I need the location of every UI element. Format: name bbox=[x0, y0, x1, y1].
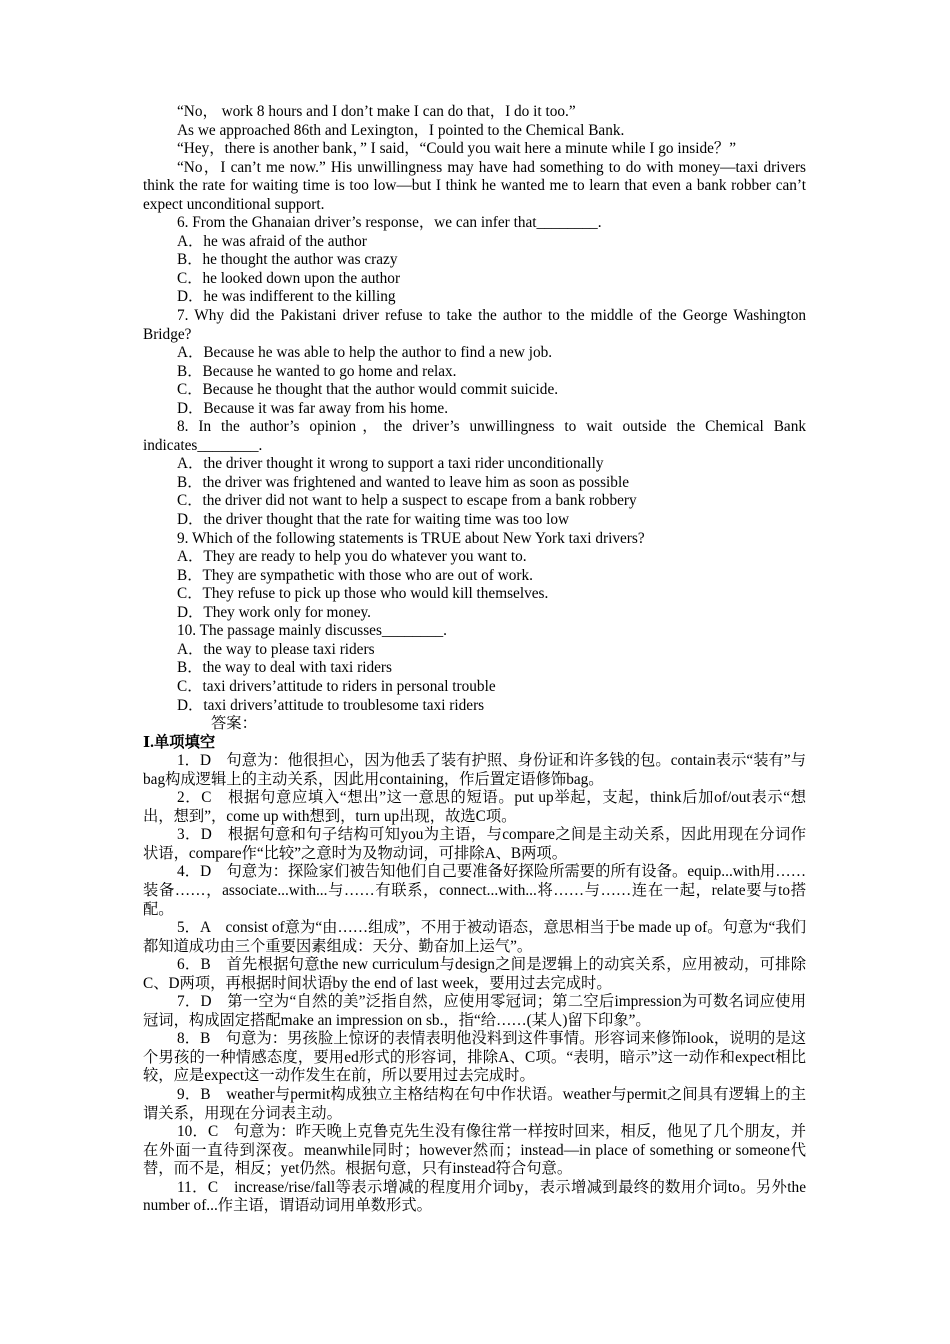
question-option: D．the driver thought that the rate for waiting time was too low bbox=[177, 511, 570, 529]
question-option: C．Because he thought that the author would commit suicide. bbox=[177, 381, 559, 399]
answer-item: 5．A consist of意为“由……组成”，不用于被动语态，意思相当于be made up of。句意为“我们都知道成功由三个重要因素组成：天分、勤奋加上运气”。 bbox=[143, 919, 806, 955]
question-7 bbox=[143, 307, 806, 418]
question-option: C．the driver did not want to help a suspect to escape from a bank robbery bbox=[177, 492, 637, 510]
answer-item: 10．C 句意为：昨天晚上克鲁克先生没有像往常一样按时回来，相反，他见了几个朋友，并在外面一直待到深夜。meanwhile同时；however然而；instead—in place of something or someone代替，而不是，相反；yet仍然。根据句意，只有instead符合句意。 bbox=[143, 1123, 806, 1178]
question-option: D．he was indifferent to the killing bbox=[177, 288, 396, 306]
passage-paragraph: As we approached 86th and Lexington，I pointed to the Chemical Bank. bbox=[177, 121, 625, 139]
question-9 bbox=[143, 530, 806, 623]
question-option: A．the way to please taxi riders bbox=[177, 640, 375, 658]
question-option: B．Because he wanted to go home and relax. bbox=[177, 362, 457, 380]
question-option: B．he thought the author was crazy bbox=[177, 251, 398, 269]
section-title: Ⅰ.单项填空 bbox=[143, 733, 216, 751]
answer-item: 11．C increase/rise/fall等表示增减的程度用介词by，表示增减到最终的数用介词to。另外the number of...作主语，谓语动词用单数形式。 bbox=[143, 1178, 806, 1215]
answer-key bbox=[143, 752, 806, 1216]
question-stem: 6. From the Ghanaian driver’s response，we can infer that________. bbox=[177, 214, 602, 232]
question-option: A．the driver thought it wrong to support a taxi rider unconditionally bbox=[177, 455, 604, 473]
question-option: A．Because he was able to help the author to find a new job. bbox=[177, 344, 553, 362]
answer-item: 1．D 句意为：他很担心，因为他丢了装有护照、身份证和许多钱的包。contain表示“装有”与bag构成逻辑上的主动关系，因此用containing，作后置定语修饰bag。 bbox=[143, 752, 806, 788]
answer-item: 7．D 第一空为“自然的美”泛指自然，应使用零冠词；第二空后impression为可数名词应使用冠词，构成固定搭配make an impression on sb.，指“给……(某人)留下印象”。 bbox=[143, 993, 806, 1029]
question-option: D．taxi drivers’attitude to troublesome taxi riders bbox=[177, 696, 485, 714]
answer-item: 4．D 句意为：探险家们被告知他们自己要准备好探险所需要的所有设备。equip...with用……装备……，associate...with...与……有联系，connect...with...将……与……连在一起，relate要与to搭配。 bbox=[143, 863, 806, 918]
question-stem: 7. Why did the Pakistani driver refuse to take the author to the middle of the George Washington Bridge? bbox=[143, 307, 806, 343]
passage-paragraph: “No，I can’t me now.” His unwillingness may have had something to do with money—taxi drivers think the rate for waiting time is too low—but I think he wanted me to learn that even a bank robber can’t expect unconditional support. bbox=[143, 158, 806, 213]
answer-item: 9．B weather与permit构成独立主格结构在句中作状语。weather与permit之间具有逻辑上的主谓关系，用现在分词表主动。 bbox=[143, 1085, 806, 1122]
question-option: C．taxi drivers’attitude to riders in personal trouble bbox=[177, 677, 496, 695]
document-content bbox=[143, 103, 806, 1216]
question-option: C．They refuse to pick up those who would kill themselves. bbox=[177, 585, 549, 603]
question-option: A．he was afraid of the author bbox=[177, 232, 367, 250]
passage-paragraph: “Hey，there is another bank，” I said，“Could you wait here a minute while I go inside？” bbox=[177, 140, 737, 158]
answer-item: 3．D 根据句意和句子结构可知you为主语，与compare之间是主动关系，因此用现在分词作状语，compare作“比较”之意时为及物动词，可排除A、B两项。 bbox=[143, 826, 806, 862]
question-option: B．the driver was frightened and wanted to leave him as soon as possible bbox=[177, 473, 629, 491]
question-option: A．They are ready to help you do whatever you want to. bbox=[177, 548, 527, 566]
question-stem: 8. In the author’s opinion，the driver’s unwillingness to wait outside the Chemical Bank indicates________. bbox=[143, 418, 806, 454]
question-option: B．the way to deal with taxi riders bbox=[177, 659, 392, 677]
question-option: D．Because it was far away from his home. bbox=[177, 399, 449, 417]
question-10 bbox=[143, 622, 806, 715]
question-stem: 9. Which of the following statements is TRUE about New York taxi drivers? bbox=[177, 529, 645, 547]
answer-item: 6．B 首先根据句意the new curriculum与design之间是逻辑上的动宾关系，应用被动，可排除C、D两项，再根据时间状语by the end of last week，要用过去完成时。 bbox=[143, 956, 806, 992]
answer-item: 2．C 根据句意应填入“想出”这一意思的短语。put up举起，支起，think后加of/out表示“想出，想到”，come up with想到，turn up出现，故选C项。 bbox=[143, 789, 806, 825]
passage-paragraph: “No， work 8 hours and I don’t make I can do that，I do it too.” bbox=[177, 103, 576, 120]
answers-label: 答案： bbox=[211, 715, 257, 733]
question-stem: 10. The passage mainly discusses________. bbox=[177, 622, 447, 640]
question-option: D．They work only for money. bbox=[177, 603, 372, 621]
question-option: B．They are sympathetic with those who are out of work. bbox=[177, 566, 533, 584]
question-8 bbox=[143, 418, 806, 529]
question-6 bbox=[143, 214, 806, 307]
question-option: C．he looked down upon the author bbox=[177, 269, 401, 287]
answer-item: 8．B 句意为：男孩脸上惊讶的表情表明他没料到这件事情。形容词来修饰look，说明的是这个男孩的一种情感态度，要用ed形式的形容词，排除A、C项。“表明，暗示”这一动作和expect相比较，应是expect这一动作发生在前，所以要用过去完成时。 bbox=[143, 1030, 806, 1085]
